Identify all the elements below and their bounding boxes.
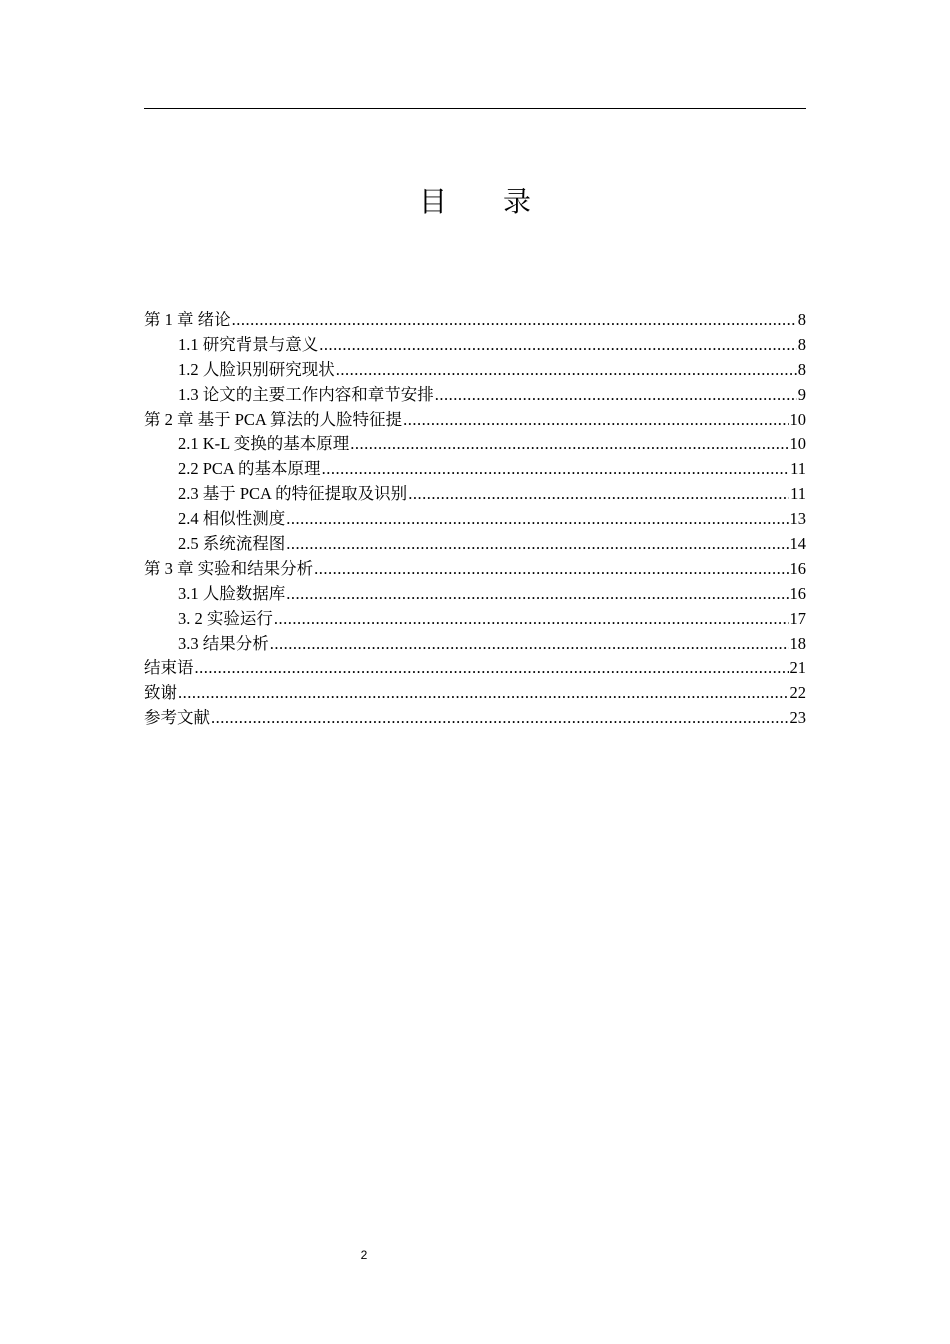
toc-entry-page: 18 [789, 633, 806, 653]
page-title [0, 182, 950, 222]
toc-entry-section-1-2[interactable] [144, 358, 806, 383]
toc-entry-page: 13 [789, 509, 806, 529]
toc-leader-dots [211, 706, 789, 731]
toc-entry-page: 23 [789, 708, 806, 728]
toc-entry-page: 11 [790, 459, 806, 479]
toc-entry-chapter-2[interactable] [144, 408, 806, 433]
toc-leader-dots [403, 408, 788, 433]
toc-entry-label: 1.1 研究背景与意义 [178, 334, 319, 354]
toc-entry-label: 参考文献 [144, 708, 210, 728]
toc-leader-dots [286, 582, 788, 607]
toc-entry-page: 8 [797, 334, 806, 354]
toc-leader-dots [314, 557, 788, 582]
toc-entry-section-1-1[interactable] [144, 333, 806, 358]
toc-entry-section-2-5[interactable] [144, 532, 806, 557]
toc-entry-page: 22 [789, 683, 806, 703]
toc-entry-conclusion[interactable] [144, 656, 806, 681]
toc-entry-label: 2.5 系统流程图 [178, 534, 286, 554]
toc-entry-page: 16 [789, 558, 806, 578]
toc-entry-label: 3.3 结果分析 [178, 633, 269, 653]
toc-entry-page: 10 [789, 434, 806, 454]
toc-leader-dots [286, 507, 788, 532]
toc-leader-dots [195, 656, 789, 681]
header-rule [144, 108, 806, 109]
toc-entry-section-2-2[interactable] [144, 457, 806, 482]
toc-leader-dots [178, 681, 789, 706]
toc-leader-dots [408, 482, 789, 507]
toc-leader-dots [322, 457, 790, 482]
toc-leader-dots [319, 333, 797, 358]
toc-entry-page: 11 [790, 484, 806, 504]
toc-leader-dots [435, 383, 797, 408]
table-of-contents [144, 308, 806, 731]
toc-entry-page: 10 [789, 409, 806, 429]
toc-entry-label: 第 1 章 绪论 [144, 310, 231, 329]
toc-entry-label: 2.1 K-L 变换的基本原理 [178, 434, 350, 454]
toc-entry-label: 第 3 章 实验和结果分析 [144, 558, 314, 578]
toc-entry-section-3-2[interactable] [144, 607, 806, 632]
toc-entry-chapter-1[interactable] [144, 308, 806, 333]
toc-leader-dots [336, 358, 797, 383]
toc-entry-page: 16 [789, 583, 806, 603]
toc-entry-section-2-4[interactable] [144, 507, 806, 532]
toc-entry-label: 1.2 人脸识别研究现状 [178, 359, 335, 379]
toc-entry-page: 8 [797, 359, 806, 379]
toc-entry-section-2-1[interactable] [144, 432, 806, 457]
toc-entry-section-3-1[interactable] [144, 582, 806, 607]
toc-entry-section-3-3[interactable] [144, 632, 806, 657]
toc-entry-label: 致谢 [144, 683, 177, 703]
title-char-2: 录 [503, 185, 532, 218]
toc-leader-dots [270, 632, 789, 657]
toc-entry-page: 9 [797, 384, 806, 404]
toc-entry-page: 17 [789, 608, 806, 628]
toc-entry-acknowledgements[interactable] [144, 681, 806, 706]
toc-entry-label: 2.3 基于 PCA 的特征提取及识别 [178, 484, 408, 504]
toc-entry-label: 3. 2 实验运行 [178, 608, 273, 628]
toc-entry-chapter-3[interactable] [144, 557, 806, 582]
toc-entry-label: 2.4 相似性测度 [178, 509, 286, 529]
footer-page-number: 2 [360, 1248, 368, 1262]
toc-leader-dots [286, 532, 788, 557]
toc-leader-dots [274, 607, 789, 632]
toc-leader-dots [232, 308, 797, 333]
toc-entry-page: 8 [797, 310, 806, 329]
toc-entry-section-1-3[interactable] [144, 383, 806, 408]
toc-entry-label: 2.2 PCA 的基本原理 [178, 459, 321, 479]
toc-entry-page: 14 [789, 534, 806, 554]
toc-entry-references[interactable] [144, 706, 806, 731]
toc-entry-section-2-3[interactable] [144, 482, 806, 507]
toc-leader-dots [350, 432, 788, 457]
toc-entry-label: 1.3 论文的主要工作内容和章节安排 [178, 384, 434, 404]
toc-entry-label: 结束语 [144, 658, 194, 678]
title-char-1: 目 [418, 185, 447, 218]
toc-entry-label: 第 2 章 基于 PCA 算法的人脸特征提 [144, 409, 403, 429]
toc-entry-label: 3.1 人脸数据库 [178, 583, 286, 603]
toc-entry-page: 21 [789, 658, 806, 678]
